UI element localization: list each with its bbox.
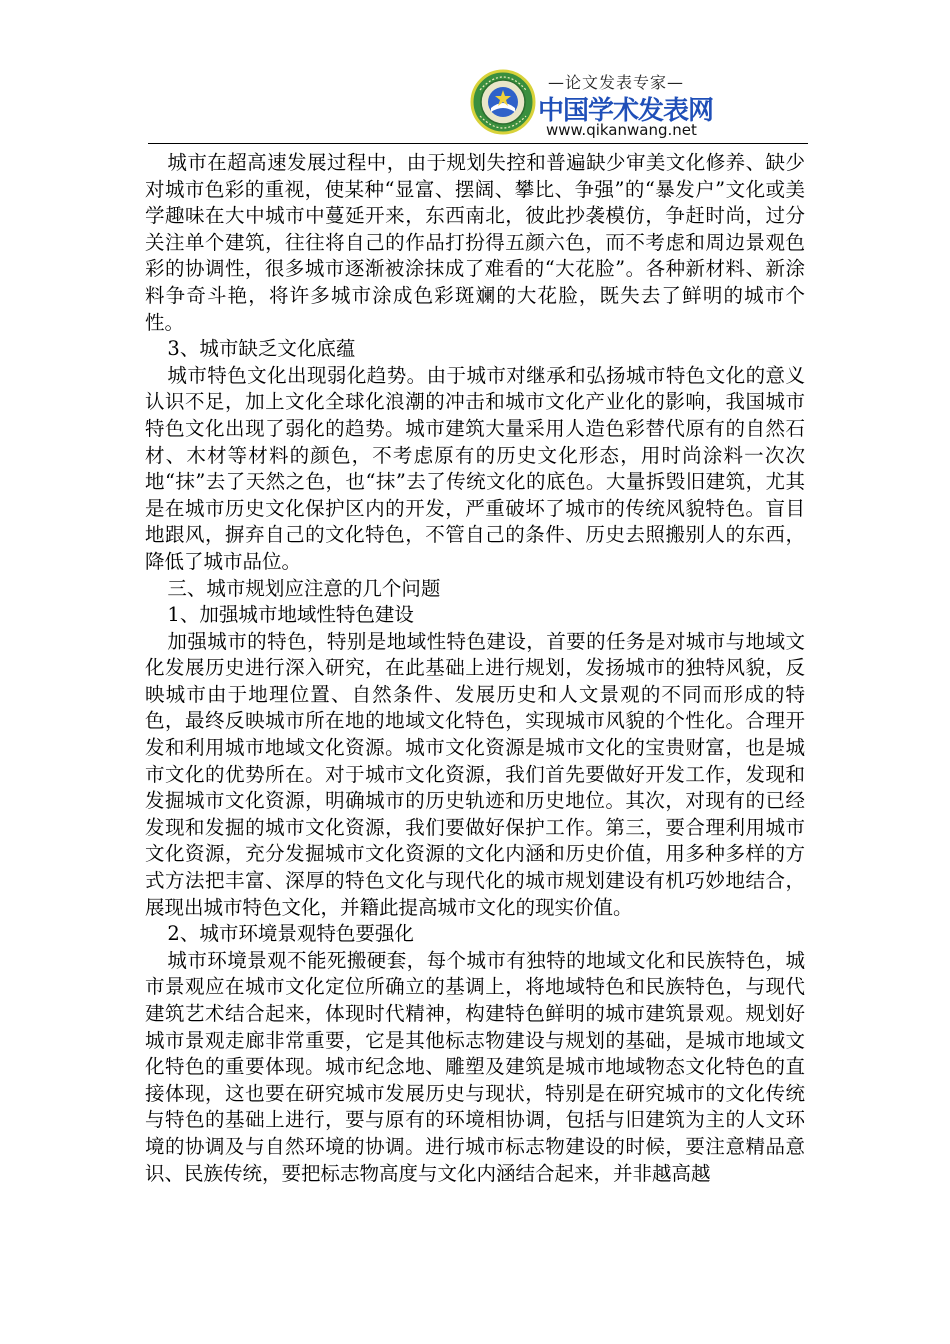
header-divider bbox=[148, 143, 808, 144]
page-header bbox=[0, 0, 950, 150]
journal-emblem-icon bbox=[470, 68, 536, 136]
section-heading: 2、城市环境景观特色要强化 bbox=[167, 922, 414, 946]
logo-brand-name: 中国学术发表网 bbox=[538, 96, 714, 126]
body-paragraph: 城市环境景观不能死搬硬套，每个城市有独特的地域文化和民族特色，城市景观应在城市文化定位所确立的基调上，将地域特色和民族特色，与现代建筑艺术结合起来，体现时代精神，构建特色鲜明的城市建筑景观。规划好城市景观走廊非常重要，它是其他标志物建设与规划的基础，是城市地域文化特色的重要体现。城市纪念地、雕塑及建筑是城市地域物态文化特色的直接体现，这也要在研究城市发展历史与现状，特别是在研究城市的文化传统与特色的基础上进行，要与原有的环境相协调，包括与旧建筑为主的人文环境的协调及与自然环境的协调。进行城市标志物建设的时候，要注意精品意识、民族传统，要把标志物高度与文化内涵结合起来，并非越高越 bbox=[145, 948, 805, 1185]
article-body bbox=[145, 150, 805, 1187]
site-logo[interactable] bbox=[468, 66, 714, 140]
section-heading: 3、城市缺乏文化底蕴 bbox=[167, 337, 356, 361]
body-paragraph: 加强城市的特色，特别是地域性特色建设，首要的任务是对城市与地域文化发展历史进行深入研究，在此基础上进行规划，发扬城市的独特风貌，反映城市由于地理位置、自然条件、发展历史和人文景观的不同而形成的特色，最终反映城市所在地的地域文化特色，实现城市风貌的个性化。合理开发和利用城市地域文化资源。城市文化资源是城市文化的宝贵财富，也是城市文化的优势所在。对于城市文化资源，我们首先要做好开发工作，发现和发掘城市文化资源，明确城市的历史轨迹和历史地位。其次，对现有的已经发现和发掘的城市文化资源，我们要做好保护工作。第三，要合理利用城市文化资源，充分发掘城市文化资源的文化内涵和历史价值，用多种多样的方式方法把丰富、深厚的特色文化与现代化的城市规划建设有机巧妙地结合，展现出城市特色文化，并籍此提高城市文化的现实价值。 bbox=[145, 629, 805, 919]
section-heading: 1、加强城市地域性特色建设 bbox=[167, 603, 414, 627]
logo-slogan: —论文发表专家— bbox=[548, 73, 685, 92]
logo-url: www.qikanwang.net bbox=[546, 121, 697, 139]
section-heading: 三、城市规划应注意的几个问题 bbox=[167, 576, 441, 600]
body-paragraph: 城市在超高速发展过程中，由于规划失控和普遍缺少审美文化修养、缺少对城市色彩的重视，使某种“显富、摆阔、攀比、争强”的“暴发户”文化或美学趣味在大中城市中蔓延开来，东西南北，彼此抄袭模仿，争赶时尚，过分关注单个建筑，往往将自己的作品打扮得五颜六色，而不考虑和周边景观色彩的协调性，很多城市逐渐被涂抹成了难看的“大花脸”。各种新材料、新涂料争奇斗艳，将许多城市涂成色彩斑斓的大花脸，既失去了鲜明的城市个性。 bbox=[145, 151, 805, 334]
body-paragraph: 城市特色文化出现弱化趋势。由于城市对继承和弘扬城市特色文化的意义认识不足，加上文化全球化浪潮的冲击和城市文化产业化的影响，我国城市特色文化出现了弱化的趋势。城市建筑大量采用人造色彩替代原有的自然石材、木材等材料的颜色，不考虑原有的历史文化形态，用时尚涂料一次次地“抹”去了天然之色，也“抹”去了传统文化的底色。大量拆毁旧建筑，尤其是在城市历史文化保护区内的开发，严重破坏了城市的传统风貌特色。盲目地跟风，摒弃自己的文化特色，不管自己的条件、历史去照搬别人的东西，降低了城市品位。 bbox=[145, 363, 805, 573]
